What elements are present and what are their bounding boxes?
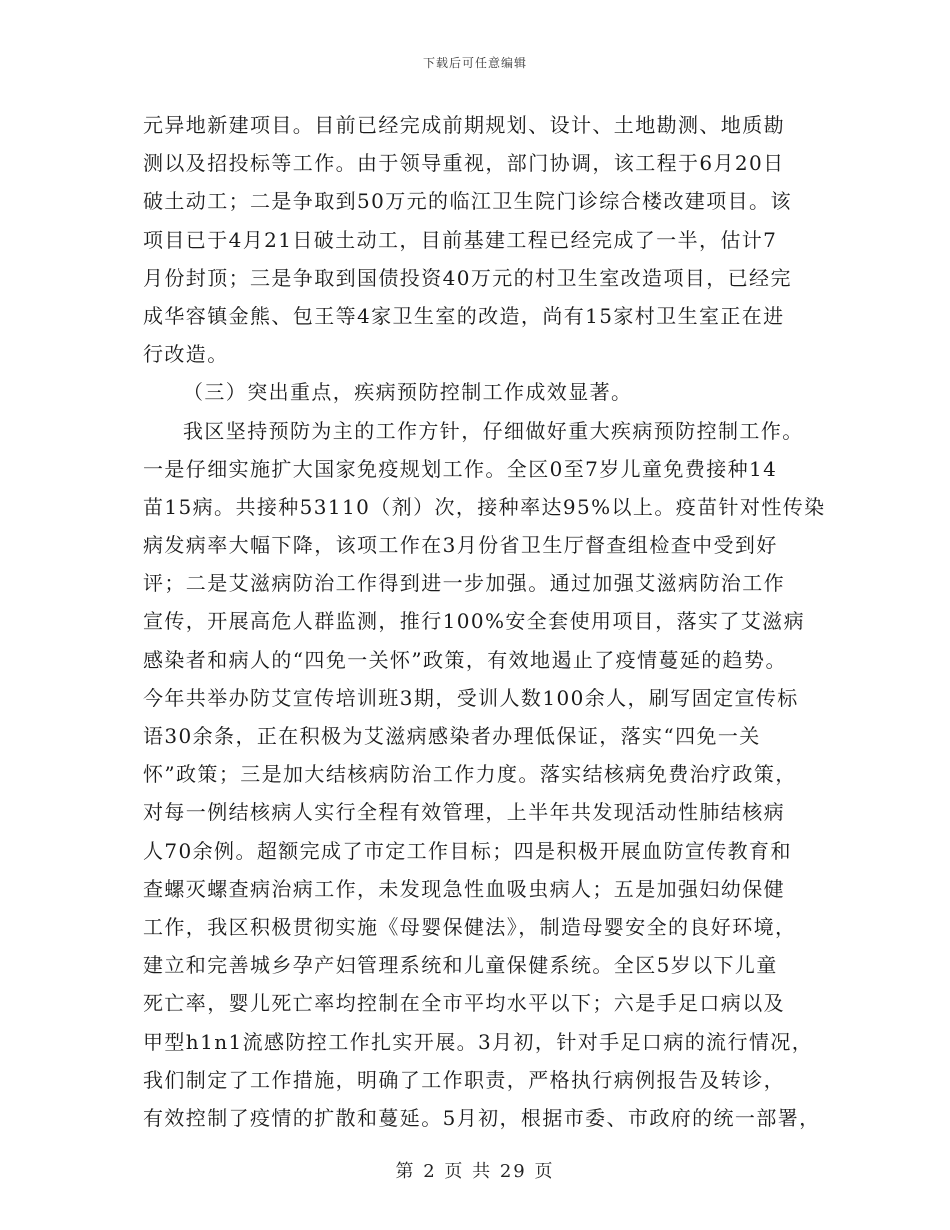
text-line: 人70余例。超额完成了市定工作目标；四是积极开展血防宣传教育和	[143, 838, 792, 863]
text-line: 一是仔细实施扩大国家免疫规划工作。全区0至7岁儿童免费接种14	[143, 456, 778, 481]
document-body	[143, 106, 826, 1137]
text-line: 怀”政策；三是加大结核病防治工作力度。落实结核病免费治疗政策，	[143, 762, 797, 787]
text-line: 甲型h1n1流感防控工作扎实开展。3月初，针对手足口病的流行情况，	[143, 1029, 814, 1054]
text-line: 评；二是艾滋病防治工作得到进一步加强。通过加强艾滋病防治工作	[143, 571, 785, 596]
section-heading: （三）突出重点，疾病预防控制工作成效显著。	[183, 380, 633, 405]
text-line: 行改造。	[143, 342, 229, 367]
text-line: 元异地新建项目。目前已经完成前期规划、设计、土地勘测、地质勘	[143, 113, 785, 137]
text-line: 死亡率，婴儿死亡率均控制在全市平均水平以下；六是手足口病以及	[143, 991, 785, 1016]
text-line: 建立和完善城乡孕产妇管理系统和儿童保健系统。全区5岁以下儿童	[143, 953, 778, 978]
text-line: 项目已于4月21日破土动工，目前基建工程已经完成了一半，估计7	[143, 227, 778, 252]
page-number: 第 2 页 共 29 页	[395, 1161, 555, 1182]
text-line: 查螺灭螺查病治病工作，未发现急性血吸虫病人；五是加强妇幼保健	[143, 876, 785, 901]
text-line: 有效控制了疫情的扩散和蔓延。5月初，根据市委、市政府的统一部署，	[143, 1105, 821, 1130]
page-header-note: 下载后可任意编辑	[422, 56, 527, 70]
text-line: 破土动工；二是争取到50万元的临江卫生院门诊综合楼改建项目。该	[143, 189, 792, 214]
text-line: 感染者和病人的“四免一关怀”政策，有效地遏止了疫情蔓延的趋势。	[143, 647, 787, 672]
text-line: 苗15病。共接种53110（剂）次，接种率达95%以上。疫苗针对性传染	[143, 494, 826, 519]
text-line: 对每一例结核病人实行全程有效管理，上半年共发现活动性肺结核病	[143, 800, 785, 825]
text-line: 宣传，开展高危人群监测，推行100%安全套使用项目，落实了艾滋病	[143, 609, 805, 634]
text-line: 我区坚持预防为主的工作方针，仔细做好重大疾病预防控制工作。	[183, 418, 804, 443]
text-line: 今年共举办防艾宣传培训班3期，受训人数100余人，刷写固定宣传标	[143, 685, 799, 710]
text-line: 工作，我区积极贯彻实施《母婴保健法》，制造母婴安全的良好环境，	[143, 914, 797, 939]
text-line: 我们制定了工作措施，明确了工作职责，严格执行病例报告及转诊，	[143, 1067, 785, 1092]
text-line: 测以及招投标等工作。由于领导重视，部门协调，该工程于6月20日	[143, 151, 785, 176]
text-line: 语30余条，正在积极为艾滋病感染者办理低保证，落实“四免一关	[143, 724, 761, 748]
text-line: 成华容镇金熊、包王等4家卫生室的改造，尚有15家村卫生室正在进	[143, 303, 785, 328]
text-line: 病发病率大幅下降，该项工作在3月份省卫生厅督查组检查中受到好	[143, 533, 778, 558]
text-line: 月份封顶；三是争取到国债投资40万元的村卫生室改造项目，已经完	[143, 265, 792, 290]
